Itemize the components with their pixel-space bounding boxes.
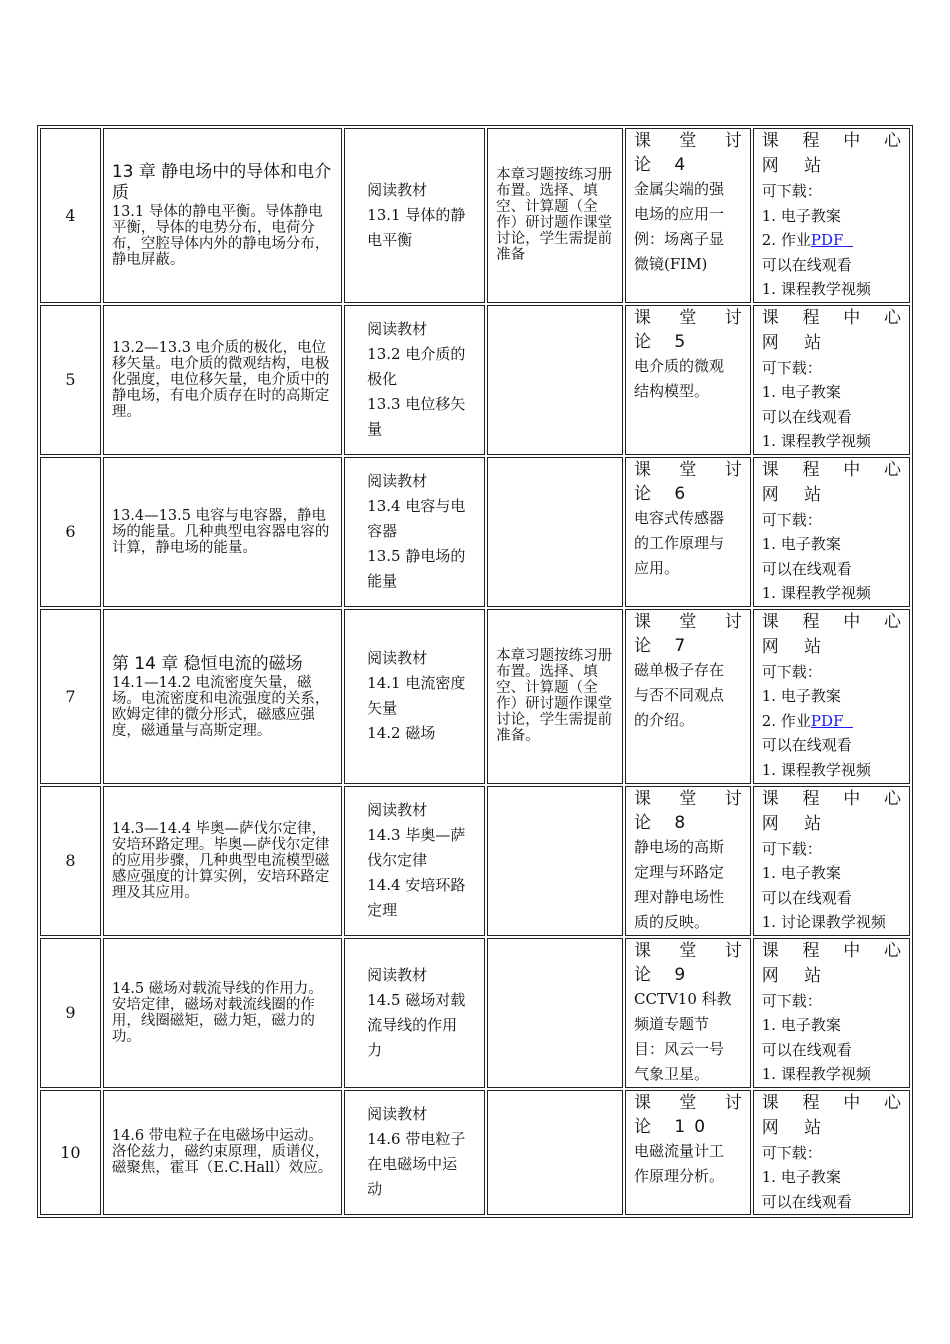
discussion-line: 微镜(FIM)	[634, 255, 708, 273]
homework-prefix: 2. 作业	[761, 231, 811, 249]
chapter-title: 13 章 静电场中的导体和电介质	[111, 162, 332, 204]
website-line: 1. 电子教案	[761, 206, 841, 225]
website-subtitle: 网 站	[761, 484, 832, 505]
website-line: 1. 电子教案	[761, 864, 841, 882]
discussion-title: 课 堂 讨	[634, 1092, 742, 1113]
discussion-title: 课 堂 讨	[634, 307, 742, 328]
website-line: 可以在线观看	[761, 255, 852, 274]
website-line: 1. 电子教案	[761, 1168, 841, 1186]
syllabus-body	[40, 128, 910, 1215]
chapter-title: 第 14 章 稳恒电流的磁场	[111, 653, 303, 674]
discussion-cell	[625, 786, 751, 936]
discussion-line: 气象卫星。	[634, 1064, 710, 1083]
website-title: 课 程 中 心	[761, 131, 901, 151]
reading-line: 14.1 电流密度	[367, 674, 466, 692]
website-line: 1. 课程教学视频	[761, 432, 871, 450]
website-cell	[753, 786, 910, 936]
discussion-line: 的介绍。	[634, 710, 695, 729]
reading-line: 容器	[367, 522, 398, 540]
discussion-line: 与否不同观点	[634, 685, 725, 704]
website-line: 1. 电子教案	[761, 535, 841, 553]
discussion-cell	[625, 609, 751, 784]
discussion-line: 应用。	[634, 558, 680, 577]
table-row	[40, 1090, 910, 1216]
topic-cell	[103, 305, 342, 455]
discussion-line: 金属尖端的强	[634, 180, 725, 198]
discussion-number: 论 4	[634, 155, 695, 175]
reading-line: 定理	[367, 901, 398, 919]
discussion-line: 磁单极子存在	[634, 660, 725, 679]
discussion-cell	[625, 457, 751, 607]
reading-line: 伐尔定律	[367, 851, 428, 869]
topic-text: 14.1—14.2 电流密度矢量，磁场。电流密度和电流强度的关系，欧姆定律的微分形式，磁感应强度，磁通量与高斯定理。	[111, 674, 330, 739]
reading-line: 在电磁场中运	[367, 1155, 458, 1174]
discussion-line: 目：风云一号	[634, 1039, 725, 1058]
reading-line: 阅读教材	[367, 320, 428, 338]
topic-text: 13.1 导体的静电平衡。导体静电平衡，导体的电势分布，电荷分布，空腔导体内外的静电场分布，静电屏蔽。	[111, 204, 330, 269]
discussion-cell	[625, 938, 751, 1088]
week-cell: 8	[40, 786, 101, 936]
reading-line: 阅读教材	[367, 649, 428, 667]
website-line: 可下载：	[761, 358, 822, 377]
assignment-text: 本章习题按练习册布置。选择、填空、计算题（全作）研讨题作课堂讨论，学生需提前准备	[496, 167, 613, 264]
reading-line: 阅读教材	[367, 1105, 428, 1124]
website-cell	[753, 457, 910, 607]
website-line: 可以在线观看	[761, 559, 852, 578]
reading-line: 能量	[367, 572, 398, 590]
website-subtitle: 网 站	[761, 636, 832, 657]
table-row	[40, 128, 910, 303]
website-line: 1. 电子教案	[761, 687, 841, 705]
week-cell: 10	[40, 1090, 101, 1216]
website-subtitle: 网 站	[761, 332, 832, 353]
reading-line: 13.1 导体的静	[367, 205, 466, 224]
reading-cell	[344, 128, 485, 303]
website-subtitle: 网 站	[761, 965, 832, 986]
topic-text: 14.6 带电粒子在电磁场中运动。洛伦兹力，磁约束原理，质谱仪，磁聚焦，霍耳（E.C.Hall）效应。	[111, 1128, 333, 1177]
website-title: 课 程 中 心	[761, 1092, 901, 1113]
discussion-line: 电容式传感器	[634, 508, 725, 527]
reading-line: 极化	[367, 370, 398, 388]
reading-line: 力	[367, 1040, 383, 1059]
website-line: 1. 课程教学视频	[761, 280, 871, 298]
website-line: 可以在线观看	[761, 736, 852, 754]
discussion-title: 课 堂 讨	[634, 131, 742, 151]
table-row	[40, 938, 910, 1088]
website-line: 1. 电子教案	[761, 383, 841, 401]
topic-cell	[103, 128, 342, 303]
discussion-line: 例：场离子显	[634, 230, 725, 248]
discussion-line: 质的反映。	[634, 912, 710, 931]
discussion-line: 电介质的微观	[634, 356, 725, 375]
discussion-line: 的工作原理与	[634, 533, 725, 552]
reading-line: 阅读教材	[367, 801, 428, 819]
reading-line: 13.3 电位移矢	[367, 395, 466, 413]
reading-cell	[344, 609, 485, 784]
discussion-title: 课 堂 讨	[634, 940, 742, 961]
topic-cell	[103, 609, 342, 784]
website-line: 可下载：	[761, 1143, 822, 1162]
discussion-line: CCTV10 科教	[634, 989, 732, 1008]
homework-pdf-link[interactable]: PDF	[810, 711, 844, 730]
discussion-number: 论 7	[634, 635, 695, 656]
website-subtitle: 网 站	[761, 813, 832, 834]
assignment-cell	[487, 609, 623, 784]
reading-line: 阅读教材	[367, 472, 428, 490]
week-cell: 4	[40, 128, 101, 303]
reading-cell	[344, 305, 485, 455]
website-cell	[753, 938, 910, 1088]
website-title: 课 程 中 心	[761, 307, 901, 328]
week-cell: 9	[40, 938, 101, 1088]
week-cell: 5	[40, 305, 101, 455]
table-row	[40, 305, 910, 455]
topic-cell	[103, 938, 342, 1088]
discussion-number: 论 6	[634, 483, 695, 504]
reading-line: 电平衡	[367, 230, 413, 249]
topic-text: 14.3—14.4 毕奥—萨伐尔定律，安培环路定理。毕奥—萨伐尔定律的应用步骤，几种典型电流模型磁感应强度的计算实例，安培环路定理及其应用。	[111, 820, 330, 901]
discussion-cell	[625, 305, 751, 455]
topic-text: 13.2—13.3 电介质的极化，电位移矢量。电介质的微观结构，电极化强度，电位移矢量，电介质中的静电场，有电介质存在时的高斯定理。	[111, 339, 330, 420]
reading-line: 量	[367, 420, 383, 438]
website-subtitle: 网 站	[761, 156, 832, 176]
assignment-cell	[487, 457, 623, 607]
reading-cell	[344, 938, 485, 1088]
discussion-line: 电场的应用一	[634, 205, 725, 223]
discussion-number: 论 8	[634, 812, 695, 833]
homework-prefix: 2. 作业	[761, 711, 811, 730]
topic-cell	[103, 1090, 342, 1216]
reading-cell	[344, 1090, 485, 1216]
website-line: 1. 课程教学视频	[761, 1065, 871, 1083]
website-line: 可下载：	[761, 182, 822, 200]
reading-line: 14.3 毕奥—萨	[367, 826, 466, 844]
website-title: 课 程 中 心	[761, 940, 901, 961]
homework-pdf-link[interactable]: PDF	[810, 231, 844, 249]
table-row	[40, 786, 910, 936]
website-cell	[753, 609, 910, 784]
website-line: 可以在线观看	[761, 407, 852, 426]
discussion-title: 课 堂 讨	[634, 611, 742, 632]
reading-line: 14.2 磁场	[367, 724, 436, 742]
reading-line: 14.6 带电粒子	[367, 1130, 466, 1149]
website-title: 课 程 中 心	[761, 611, 901, 632]
reading-line: 14.5 磁场对载	[367, 990, 466, 1009]
website-line: 可下载：	[761, 839, 822, 858]
table-row	[40, 609, 910, 784]
week-cell: 7	[40, 609, 101, 784]
website-line: 1. 课程教学视频	[761, 760, 871, 779]
discussion-title: 课 堂 讨	[634, 788, 742, 809]
website-line: 1. 讨论课教学视频	[761, 913, 886, 931]
discussion-number: 论 5	[634, 331, 695, 352]
discussion-line: 理对静电场性	[634, 887, 725, 906]
week-cell: 6	[40, 457, 101, 607]
assignment-text: 本章习题按练习册布置。选择、填空、计算题（全作）研讨题作课堂讨论，学生需提前准备。	[496, 648, 613, 744]
reading-line: 13.5 静电场的	[367, 547, 466, 565]
website-line: 可以在线观看	[761, 1040, 852, 1059]
assignment-cell	[487, 128, 623, 303]
reading-cell	[344, 786, 485, 936]
discussion-line: 定理与环路定	[634, 862, 725, 881]
website-cell	[753, 305, 910, 455]
topic-text: 14.5 磁场对载流导线的作用力。安培定律，磁场对载流线圈的作用，线圈磁矩，磁力矩，磁力的功。	[111, 980, 323, 1045]
assignment-cell	[487, 786, 623, 936]
homework-line	[762, 228, 901, 253]
website-cell	[753, 128, 910, 303]
homework-line	[762, 709, 901, 734]
reading-line: 阅读教材	[367, 965, 428, 984]
discussion-line: 结构模型。	[634, 381, 710, 400]
website-line: 1. 课程教学视频	[761, 584, 871, 602]
website-line: 可下载：	[761, 662, 822, 681]
link-trailing-space	[843, 712, 853, 730]
syllabus-table	[37, 125, 913, 1218]
assignment-cell	[487, 938, 623, 1088]
discussion-number: 论 9	[634, 964, 695, 985]
discussion-line: 静电场的高斯	[634, 837, 725, 856]
discussion-title: 课 堂 讨	[634, 459, 742, 480]
website-cell	[753, 1090, 910, 1216]
website-line: 可下载：	[761, 510, 822, 529]
discussion-number: 论 10	[634, 1116, 715, 1137]
link-trailing-space	[843, 231, 853, 249]
topic-text: 13.4—13.5 电容与电容器，静电场的能量。几种典型电容器电容的计算，静电场的能量。	[111, 507, 330, 556]
discussion-cell	[625, 1090, 751, 1216]
website-line: 1. 电子教案	[761, 1016, 841, 1034]
discussion-line: 电磁流量计工	[634, 1141, 725, 1160]
discussion-line: 作原理分析。	[634, 1166, 725, 1185]
assignment-cell	[487, 1090, 623, 1216]
reading-line: 14.4 安培环路	[367, 876, 466, 894]
assignment-cell	[487, 305, 623, 455]
topic-cell	[103, 786, 342, 936]
table-row	[40, 457, 910, 607]
topic-cell	[103, 457, 342, 607]
website-subtitle: 网 站	[761, 1117, 832, 1138]
discussion-cell	[625, 128, 751, 303]
website-line: 可下载：	[761, 991, 822, 1010]
reading-line: 矢量	[367, 699, 398, 717]
reading-line: 13.4 电容与电	[367, 497, 466, 515]
reading-line: 13.2 电介质的	[367, 345, 466, 363]
reading-cell	[344, 457, 485, 607]
website-line: 可以在线观看	[761, 888, 852, 907]
reading-line: 阅读教材	[367, 180, 428, 199]
website-title: 课 程 中 心	[761, 788, 901, 809]
reading-line: 流导线的作用	[367, 1015, 458, 1034]
reading-line: 动	[367, 1180, 383, 1199]
discussion-line: 频道专题节	[634, 1014, 710, 1033]
website-line: 可以在线观看	[761, 1192, 852, 1211]
website-title: 课 程 中 心	[761, 459, 901, 480]
